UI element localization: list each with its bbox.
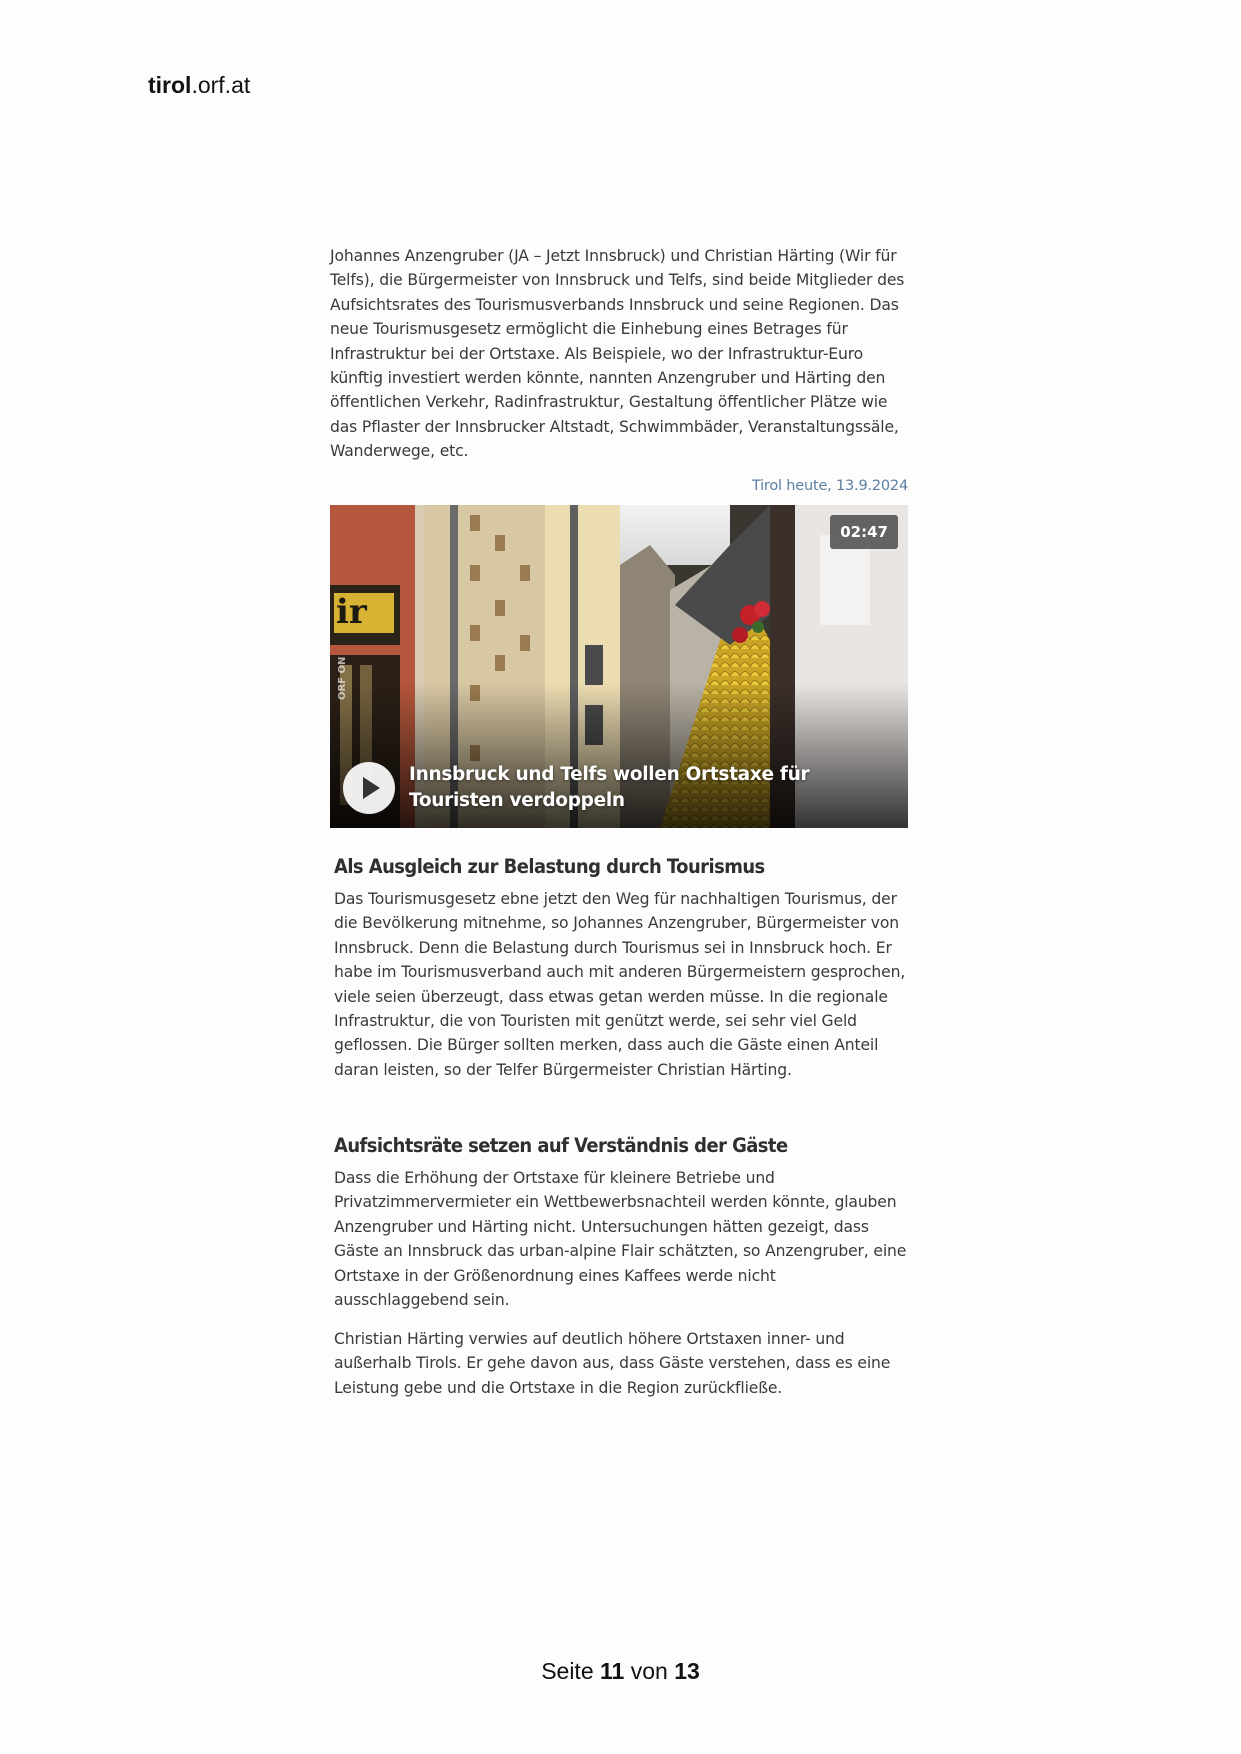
section-heading-1: Als Ausgleich zur Belastung durch Tourismus <box>334 855 765 878</box>
section-1-paragraph: Das Tourismusgesetz ebne jetzt den Weg für nachhaltigen Tourismus, der die Bevölkerung mitnehme, so Johannes Anzengruber, Bürgermeister von Innsbruck. Denn die Belastung durch Tourismus sei in Innsbruck hoch. Er habe im Tourismusverband auch mit anderen Bürgermeistern gesprochen, viele seien überzeugt, dass etwas getan werden müsse. In die regionale Infrastruktur, die von Touristen mit genützt werde, sei sehr viel Geld geflossen. Die Bürger sollten merken, dass auch die Gäste einen Anteil daran leisten, so der Telfer Bürgermeister Christian Härting. <box>334 890 906 1079</box>
total-pages: 13 <box>674 1658 700 1684</box>
play-icon <box>363 777 380 799</box>
page-label: Seite <box>541 1658 594 1684</box>
page-of-label: von <box>630 1658 668 1684</box>
video-player[interactable] <box>330 505 908 828</box>
article <box>330 0 908 1754</box>
site-header <box>148 72 250 99</box>
intro-paragraph: Johannes Anzengruber (JA – Jetzt Innsbruck) und Christian Härting (Wir für Telfs), die Bürgermeister von Innsbruck und Telfs, sind beide Mitglieder des Aufsichtsrates des Tourismusverbands Innsbruck und seine Regionen. Das neue Tourismusgesetz ermöglicht die Einhebung eines Betrages für Infrastruktur bei der Ortstaxe. Als Beispiele, wo der Infrastruktur-Euro künftig investiert werden könnte, nannten Anzengruber und Härting den öffentlichen Verkehr, Radinfrastruktur, Gestaltung öffentlicher Plätze wie das Pflaster der Innsbrucker Altstadt, Schwimmbäder, Veranstaltungssäle, Wanderwege, etc. <box>330 247 905 461</box>
section-heading-2: Aufsichtsräte setzen auf Verständnis der Gäste <box>334 1134 788 1157</box>
section-2-paragraph-2: Christian Härting verwies auf deutlich höhere Ortstaxen inner- und außerhalb Tirols. Er gehe davon aus, dass Gäste verstehen, dass es eine Leistung gebe und die Ortstaxe in die Region zurückfließe. <box>334 1330 891 1397</box>
video-duration-badge: 02:47 <box>830 515 898 549</box>
page-number <box>0 1658 1241 1685</box>
video-title[interactable]: Innsbruck und Telfs wollen Ortstaxe für Touristen verdoppeln <box>409 764 810 811</box>
play-button[interactable] <box>343 762 395 814</box>
video-source-caption: Tirol heute, 13.9.2024 <box>751 478 908 494</box>
site-name-bold: tirol <box>148 72 192 98</box>
site-name-domain: .orf.at <box>191 72 251 98</box>
current-page: 11 <box>600 1658 625 1684</box>
section-2-paragraph-1: Dass die Erhöhung der Ortstaxe für kleinere Betriebe und Privatzimmervermieter ein Wettbewerbsnachteil werden könnte, glauben Anzengruber und Härting nicht. Untersuchungen hätten gezeigt, dass Gäste an Innsbruck das urban-alpine Flair schätzten, so Anzengruber, eine Ortstaxe in der Größenordnung eines Kaffees werde nicht ausschlaggebend sein. <box>334 1169 907 1310</box>
video-watermark: ORF ON <box>337 656 348 700</box>
